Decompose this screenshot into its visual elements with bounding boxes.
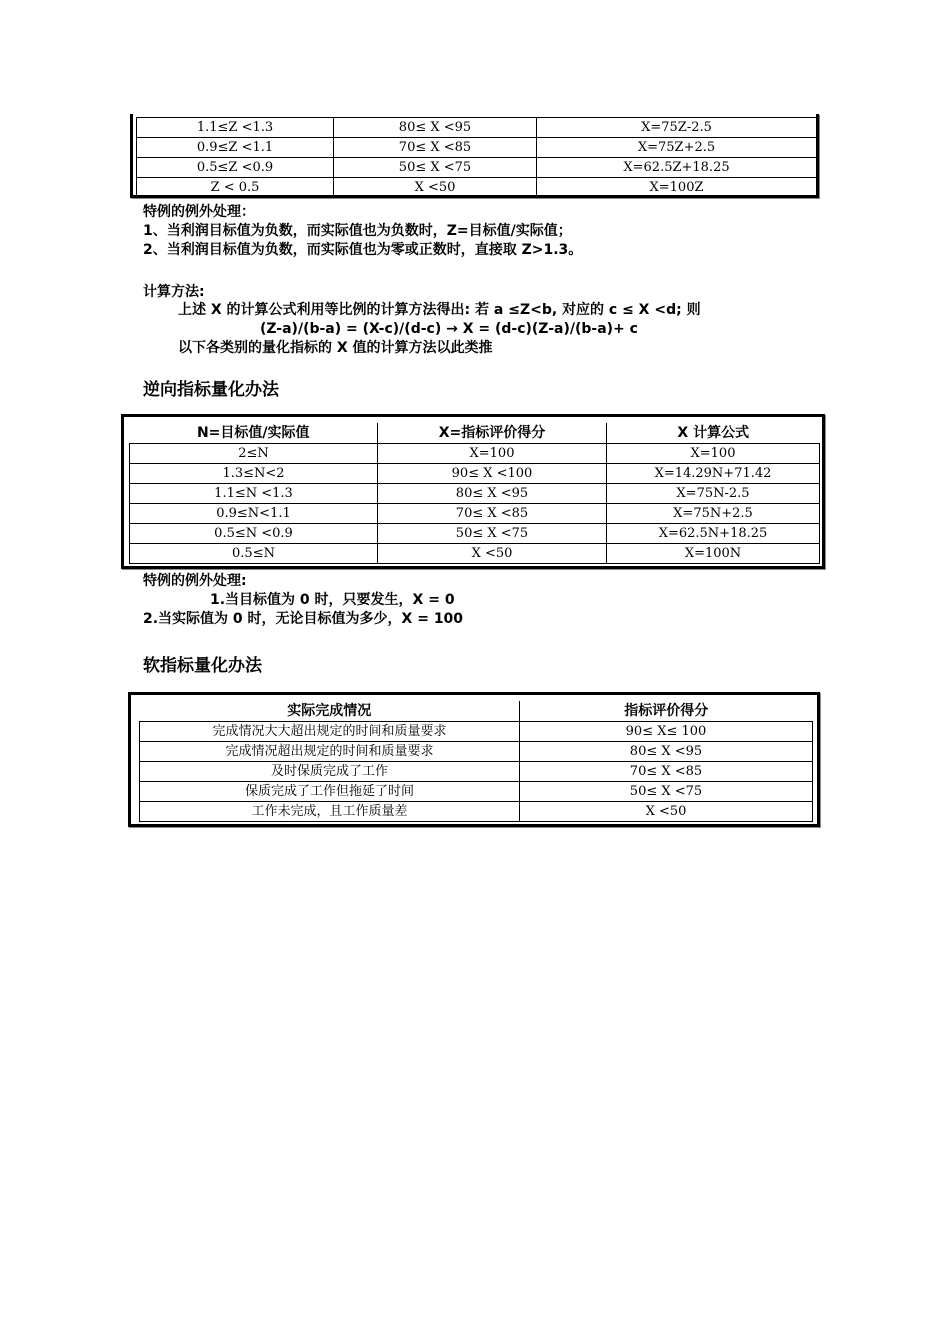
table3-row (140, 742, 813, 762)
score-range-cell: 70≤ X <85 (378, 504, 607, 524)
score-range-cell: 50≤ X <75 (520, 782, 813, 802)
table2-row (130, 524, 820, 544)
table2 (129, 423, 820, 564)
score-range-cell: 50≤ X <75 (378, 524, 607, 544)
score-range-cell: 70≤ X <85 (334, 138, 537, 158)
table2-frame (121, 414, 825, 569)
formula-cell: X=75Z-2.5 (537, 118, 817, 138)
completion-status-cell: 完成情况超出规定的时间和质量要求 (140, 742, 520, 762)
score-range-cell: 80≤ X <95 (520, 742, 813, 762)
section2-exception2: 2.当实际值为 0 时，无论目标值为多少，X = 100 (143, 611, 464, 627)
table2-row (130, 544, 820, 564)
n-range-cell: 1.3≤N<2 (130, 464, 378, 484)
score-range-cell: X <50 (334, 178, 537, 198)
formula-cell: X=100Z (537, 178, 817, 198)
formula-cell: X=75N+2.5 (607, 504, 820, 524)
completion-status-cell: 完成情况大大超出规定的时间和质量要求 (140, 722, 520, 742)
score-range-cell: X=100 (378, 444, 607, 464)
section2-exceptions-title: 特例的例外处理: (143, 573, 247, 589)
table2-row (130, 464, 820, 484)
z-range-cell: 0.9≤Z <1.1 (137, 138, 334, 158)
table2-header-ratio: N=目标值/实际值 (130, 423, 378, 444)
score-range-cell: X <50 (378, 544, 607, 564)
score-range-cell: 90≤ X≤ 100 (520, 722, 813, 742)
table2-row (130, 444, 820, 464)
formula-cell: X=62.5Z+18.25 (537, 158, 817, 178)
n-range-cell: 1.1≤N <1.3 (130, 484, 378, 504)
calc-line1: 上述 X 的计算公式利用等比例的计算方法得出: 若 a ≤Z<b, 对应的 c ≤ X <d; 则 (178, 302, 701, 318)
completion-status-cell: 工作未完成，且工作质量差 (140, 802, 520, 822)
n-range-cell: 2≤N (130, 444, 378, 464)
score-range-cell: 80≤ X <95 (334, 118, 537, 138)
table1 (136, 117, 817, 198)
table1-row (137, 158, 817, 178)
z-range-cell: 0.5≤Z <0.9 (137, 158, 334, 178)
table1-row (137, 138, 817, 158)
exceptions1-item2: 2、当利润目标值为负数，而实际值也为零或正数时，直接取 Z>1.3。 (143, 242, 583, 258)
table3 (139, 701, 813, 822)
table2-header-formula: X 计算公式 (607, 423, 820, 444)
table3-row (140, 762, 813, 782)
table2-row (130, 484, 820, 504)
table2-row (130, 504, 820, 524)
calc-title: 计算方法: (143, 284, 205, 300)
table2-header-score: X=指标评价得分 (378, 423, 607, 444)
formula-cell: X=100 (607, 444, 820, 464)
table3-header-status: 实际完成情况 (140, 701, 520, 722)
n-range-cell: 0.5≤N (130, 544, 378, 564)
score-range-cell: 90≤ X <100 (378, 464, 607, 484)
calc-line2: (Z-a)/(b-a) = (X-c)/(d-c) → X = (d-c)(Z-a)/(b-a)+ c (260, 321, 638, 337)
table1-row (137, 178, 817, 198)
section2-heading: 逆向指标量化办法 (143, 380, 279, 400)
n-range-cell: 0.5≤N <0.9 (130, 524, 378, 544)
formula-cell: X=100N (607, 544, 820, 564)
score-range-cell: 70≤ X <85 (520, 762, 813, 782)
table1-row (137, 118, 817, 138)
calc-line3: 以下各类别的量化指标的 X 值的计算方法以此类推 (178, 340, 493, 356)
score-range-cell: X <50 (520, 802, 813, 822)
formula-cell: X=14.29N+71.42 (607, 464, 820, 484)
n-range-cell: 0.9≤N<1.1 (130, 504, 378, 524)
section2-exception1: 1.当目标值为 0 时，只要发生，X = 0 (210, 592, 455, 608)
table3-frame (128, 692, 820, 827)
exceptions1-title: 特例的例外处理： (143, 204, 255, 220)
table3-row (140, 782, 813, 802)
z-range-cell: Z < 0.5 (137, 178, 334, 198)
section3-heading: 软指标量化办法 (143, 656, 262, 676)
formula-cell: X=75N-2.5 (607, 484, 820, 504)
completion-status-cell: 保质完成了工作但拖延了时间 (140, 782, 520, 802)
score-range-cell: 50≤ X <75 (334, 158, 537, 178)
formula-cell: X=75Z+2.5 (537, 138, 817, 158)
z-range-cell: 1.1≤Z <1.3 (137, 118, 334, 138)
completion-status-cell: 及时保质完成了工作 (140, 762, 520, 782)
table3-row (140, 722, 813, 742)
score-range-cell: 80≤ X <95 (378, 484, 607, 504)
formula-cell: X=62.5N+18.25 (607, 524, 820, 544)
table3-header-score: 指标评价得分 (520, 701, 813, 722)
exceptions1-item1: 1、当利润目标值为负数，而实际值也为负数时，Z=目标值/实际值； (143, 223, 572, 239)
table1-frame (130, 114, 819, 198)
table3-row (140, 802, 813, 822)
